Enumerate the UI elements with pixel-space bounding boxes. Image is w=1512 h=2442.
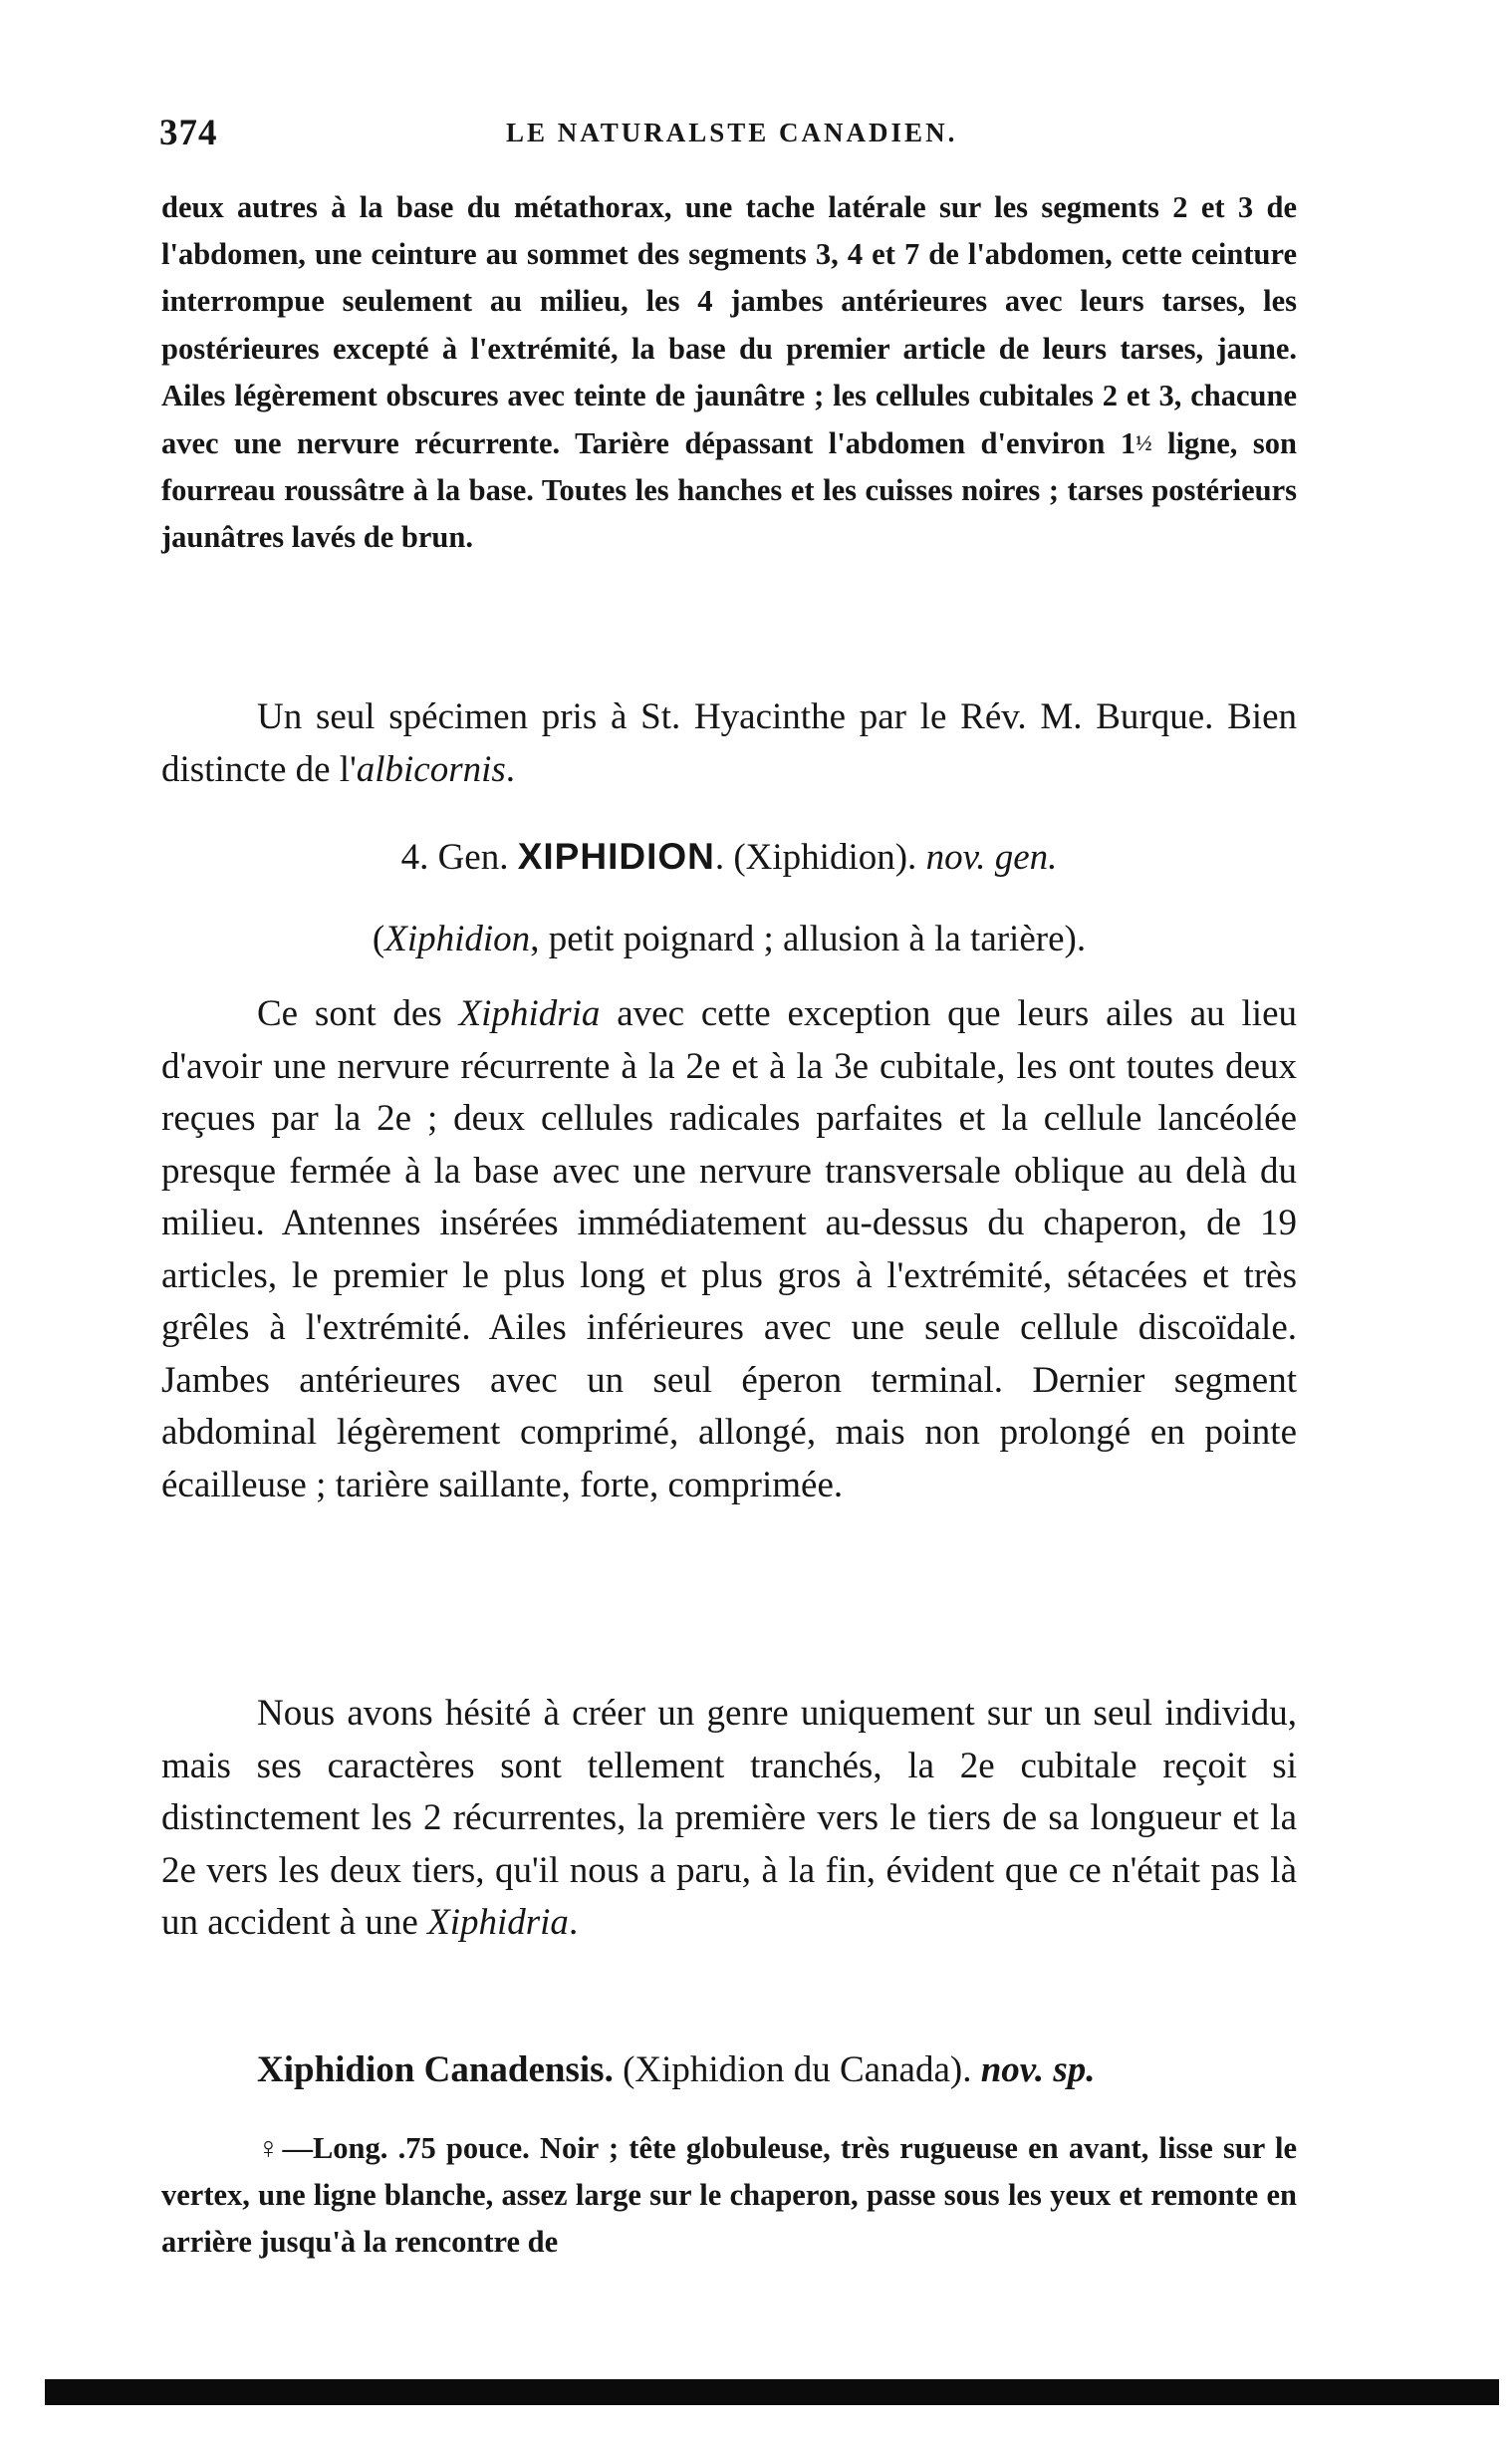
genus-description-paragraph: Ce sont des Xiphidria avec cette exception que leurs ailes au lieu d'avoir une nervure récurrente à la 2e et à la 3e cubitale, les ont toutes deux reçues par la 2e ; deux cellules radicales parfaites et la cellule lancéolée presque fermée à la base avec une nervure transversale oblique au delà du milieu. Antennes insérées immédiatement au-dessus du chaperon, de 19 articles, le premier le plus long et plus gros à l'extrémité, sétacées et très grêles à l'extrémité. Ailes inférieures avec une seule cellule discoïdale. Jambes antérieures avec un seul éperon terminal. Dernier segment abdominal légèrement comprimé, allongé, mais non prolongé en pointe écailleuse ; tarière saillante, forte, comprimée. bbox=[161, 993, 1297, 1505]
specimen-note-paragraph: Un seul spécimen pris à St. Hyacinthe par le Rév. M. Burque. Bien distincte de l'albicornis. bbox=[161, 696, 1297, 790]
etymology-line: (Xiphidion, petit poignard ; allusion à la tarière). bbox=[372, 919, 1087, 959]
running-title: LE NATURALSTE CANADIEN. bbox=[506, 118, 958, 147]
description-paragraph: deux autres à la base du métathorax, une tache latérale sur les segments 2 et 3 de l'abdomen, une ceinture au sommet des segments 3, 4 et 7 de l'abdomen, cette ceinture interrompue seulement au milieu, les 4 jambes antérieures avec leurs tarses, les postérieures excepté à l'extrémité, la base du premier article de leurs tarses, jaune. Ailes légèrement obscures avec teinte de jaunâtre ; les cellules cubitales 2 et 3, chacune avec une nervure récurrente. Tarière dépassant l'abdomen d'environ 1½ ligne, son fourreau roussâtre à la base. Toutes les hanches et les cuisses noires ; tarses postérieurs jaunâtres lavés de brun. bbox=[161, 190, 1297, 555]
species-heading: Xiphidion Canadensis. (Xiphidion du Canada). nov. sp. bbox=[257, 2049, 1096, 2090]
species-description-paragraph: ♀—Long. .75 pouce. Noir ; tête globuleuse, très rugueuse en avant, lisse sur le vertex, une ligne blanche, assez large sur le chaperon, passe sous les yeux et remonte en arrière jusqu'à la rencontre de bbox=[161, 2131, 1297, 2260]
species-name: Xiphidion Canadensis. bbox=[257, 2049, 614, 2090]
genus-heading: 4. Gen. XIPHIDION. (Xiphidion). nov. gen. bbox=[400, 836, 1058, 878]
running-header bbox=[159, 112, 1295, 171]
bottom-rule bbox=[45, 2379, 1499, 2405]
page-number: 374 bbox=[159, 113, 218, 153]
commentary-paragraph: Nous avons hésité à créer un genre uniquement sur un seul individu, mais ses caractères sont tellement tranchés, la 2e cubitale reçoit si distinctement les 2 récurrentes, la première vers le tiers de sa longueur et la 2e vers les deux tiers, qu'il nous a paru, à la fin, évident que ce n'était pas là un accident à une Xiphidria. bbox=[161, 1693, 1297, 1943]
genus-name: XIPHIDION bbox=[517, 836, 715, 877]
fraction: ½ bbox=[1135, 430, 1152, 456]
